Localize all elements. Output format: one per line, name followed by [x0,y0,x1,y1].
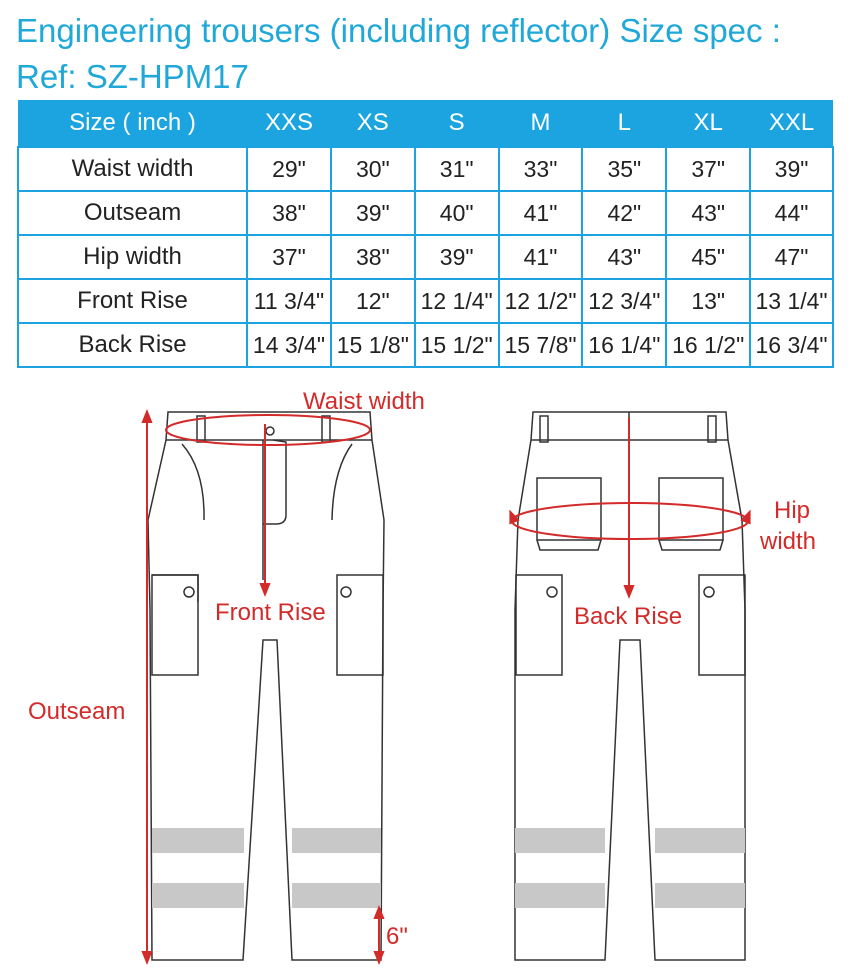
table-cell: 37" [247,235,331,279]
size-column-header: L [582,100,666,147]
front-reflector-strips [152,828,381,908]
table-cell: 15 1/8" [331,323,415,367]
table-cell: 12" [331,279,415,323]
table-cell: 38" [247,191,331,235]
table-cell: 41" [499,191,583,235]
table-cell: 13" [666,279,750,323]
row-label: Outseam [18,191,247,235]
table-cell: 39" [750,147,833,191]
size-spec-table [17,100,834,368]
front-rise-label: Front Rise [215,599,326,626]
hem-height-label: 6" [386,923,408,950]
table-cell: 47" [750,235,833,279]
table-cell: 38" [331,235,415,279]
table-cell: 33" [499,147,583,191]
table-cell: 13 1/4" [750,279,833,323]
table-cell: 40" [415,191,499,235]
table-header-row [18,100,833,147]
table-row [18,235,833,279]
table-cell: 12 1/2" [499,279,583,323]
size-column-header: XL [666,100,750,147]
row-label: Hip width [18,235,247,279]
hip-width-label-line1: Hip [774,497,811,524]
table-cell: 31" [415,147,499,191]
waist-width-label: Waist width [303,388,425,415]
table-cell: 30" [331,147,415,191]
table-cell: 16 1/2" [666,323,750,367]
size-column-header: XXS [247,100,331,147]
table-cell: 16 3/4" [750,323,833,367]
table-row [18,191,833,235]
hip-width-label-line2: width [760,528,817,555]
table-cell: 39" [415,235,499,279]
table-cell: 45" [666,235,750,279]
back-rise-label: Back Rise [574,603,683,630]
row-label: Waist width [18,147,247,191]
table-cell: 44" [750,191,833,235]
product-reference: Ref: SZ-HPM17 [16,58,249,95]
table-cell: 43" [582,235,666,279]
table-row [18,279,833,323]
outseam-label: Outseam [28,698,126,725]
table-cell: 14 3/4" [247,323,331,367]
page-title: Engineering trousers (including reflector) Size spec : [16,12,781,49]
table-cell: 41" [499,235,583,279]
table-cell: 43" [666,191,750,235]
table-row [18,323,833,367]
table-cell: 15 1/2" [415,323,499,367]
table-row [18,147,833,191]
table-cell: 42" [582,191,666,235]
size-column-header: XXL [750,100,833,147]
table-cell: 16 1/4" [582,323,666,367]
table-cell: 37" [666,147,750,191]
size-header-label: Size ( inch ) [18,100,247,147]
table-cell: 15 7/8" [499,323,583,367]
size-column-header: S [415,100,499,147]
table-cell: 12 1/4" [415,279,499,323]
back-reflector-strips [515,828,745,908]
table-cell: 29" [247,147,331,191]
table-cell: 11 3/4" [247,279,331,323]
table-cell: 39" [331,191,415,235]
row-label: Back Rise [18,323,247,367]
row-label: Front Rise [18,279,247,323]
size-column-header: XS [331,100,415,147]
table-cell: 35" [582,147,666,191]
trousers-diagram [0,370,850,970]
table-cell: 12 3/4" [582,279,666,323]
size-column-header: M [499,100,583,147]
